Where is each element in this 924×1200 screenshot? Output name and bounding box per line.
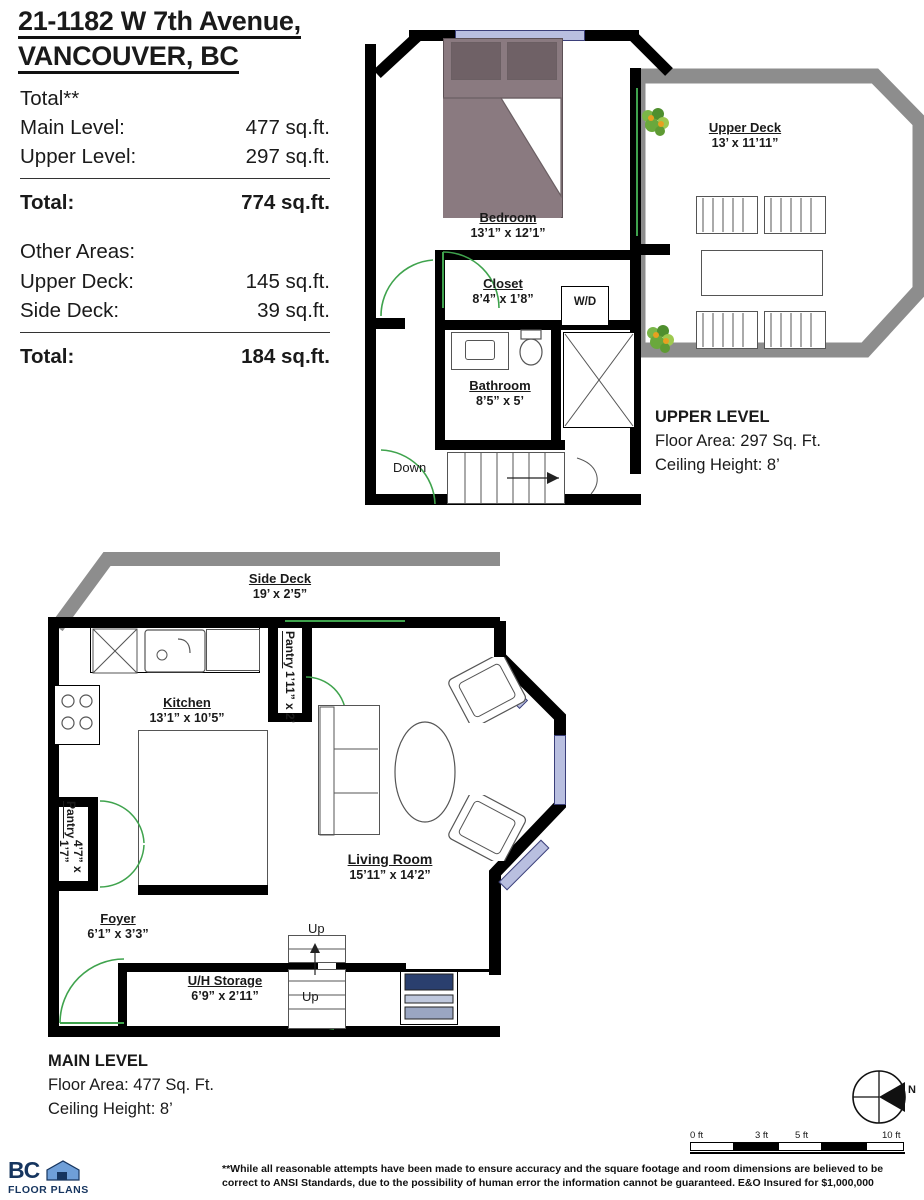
scale-tick-2: 5 ft (795, 1130, 809, 1141)
armchair-1 (448, 657, 528, 723)
stair-curve-detail (573, 456, 609, 496)
summary-value-side-deck: 39 sq.ft. (257, 298, 330, 322)
summary-divider-1 (20, 178, 330, 179)
stair-label-up-2: Up (302, 989, 319, 1004)
summary-row-main (20, 113, 330, 142)
staircase-down-treads (447, 452, 565, 504)
kitchen-sink-icon (144, 629, 206, 673)
summary-value-upper: 297 sq.ft. (245, 145, 330, 169)
disclaimer-text: **While all reasonable attempts have been made to ensure accuracy and the square footage and room dimensions are believed to be correct to ANSI Standards, due to the possibility of human error the information cannot be guaranteed. E&O Insured for $1,000,000 (222, 1163, 884, 1190)
summary-label-main: Main Level: (20, 116, 125, 140)
summary-row-upper-deck (20, 267, 330, 296)
dishwasher-icon (92, 628, 138, 674)
summary-row-total (20, 188, 330, 217)
door-pantry-lower (98, 799, 152, 891)
stove-burners (54, 685, 100, 745)
main-level-caption (48, 1050, 214, 1122)
compass-rose (850, 1068, 916, 1126)
door-bathroom (377, 448, 443, 514)
room-label-storage: U/H Storage 6’9” x 2’11” (187, 973, 263, 1003)
scale-bar-rule (690, 1152, 905, 1154)
toilet-icon (515, 328, 549, 370)
logo-floorplans-text: FLOOR PLANS (8, 1184, 89, 1196)
washer-dryer-label: W/D (573, 296, 597, 308)
page-title-line1: 21-1182 W 7th Avenue, (18, 6, 301, 39)
door-hall (377, 256, 437, 326)
upper-level-caption-title: UPPER LEVEL (655, 408, 770, 426)
kitchen-counter-seg (206, 629, 260, 671)
scale-tick-1: 3 ft (755, 1130, 769, 1141)
room-label-side-deck: Side Deck 19’ x 2’5” (248, 571, 312, 601)
room-label-bathroom: Bathroom 8’5” x 5’ (469, 378, 531, 408)
main-level-caption-area: Floor Area: 477 Sq. Ft. (48, 1075, 214, 1094)
summary-total-label: Total: (20, 191, 75, 215)
summary-other-total-label: Total: (20, 344, 75, 368)
scale-bar-labels (690, 1130, 905, 1142)
kitchen-island (138, 730, 268, 890)
main-level-caption-title: MAIN LEVEL (48, 1052, 148, 1070)
summary-other-heading-row (20, 237, 330, 266)
room-label-closet: Closet 8’4” x 1’8” (472, 276, 534, 306)
scale-tick-0: 0 ft (690, 1130, 704, 1141)
pillow-2 (507, 42, 557, 80)
summary-other-heading: Other Areas: (20, 240, 136, 264)
summary-other-total-value: 184 sq.ft. (241, 344, 330, 368)
scale-bar (690, 1130, 905, 1154)
room-label-bedroom: Bedroom 13’1” x 12’1” (470, 210, 546, 240)
page-title-line2: VANCOUVER, BC (18, 41, 239, 74)
scale-tick-3: 10 ft (882, 1130, 901, 1141)
appliance-detail (400, 969, 458, 1025)
shower-cross (563, 332, 635, 428)
deck-chair-2 (764, 196, 826, 234)
house-icon (43, 1158, 85, 1184)
bed-blanket (441, 76, 565, 220)
summary-row-side-deck (20, 296, 330, 325)
summary-label-upper-deck: Upper Deck: (20, 269, 134, 293)
area-summary (20, 84, 330, 371)
summary-row-other-total (20, 342, 330, 371)
plant-icon-2 (643, 323, 677, 357)
slider-door-deck (636, 88, 638, 236)
wall-upper-left (365, 44, 376, 504)
summary-label-upper: Upper Level: (20, 145, 137, 169)
summary-row-upper (20, 142, 330, 171)
room-label-upper-deck: Upper Deck 13’ x 11’11” (708, 120, 782, 150)
upper-level-plan (355, 28, 915, 498)
logo-bc-text: BC (8, 1157, 40, 1183)
main-level-plan (40, 545, 600, 1118)
main-level-caption-ceiling: Ceiling Height: 8’ (48, 1099, 173, 1118)
compass-north-label: N (908, 1084, 916, 1096)
deck-table (701, 250, 823, 296)
scale-bar-ticks (690, 1142, 905, 1151)
room-label-foyer: Foyer 6’1” x 3’3” (87, 911, 149, 941)
summary-total-value: 774 sq.ft. (241, 191, 330, 215)
pillow-1 (451, 42, 501, 80)
sofa-detail (318, 705, 384, 837)
upper-level-caption-ceiling: Ceiling Height: 8’ (655, 455, 780, 474)
summary-heading: Total** (20, 87, 80, 110)
wall-appliance-top (372, 969, 498, 972)
deck-chair-1 (696, 196, 758, 234)
deck-chair-4 (764, 311, 826, 349)
upper-level-caption-area: Floor Area: 297 Sq. Ft. (655, 431, 821, 450)
deck-chair-3 (696, 311, 758, 349)
window-side-deck-door (285, 620, 405, 622)
room-label-pantry-lower: Pantry 4’7” x 1’7” (57, 801, 85, 874)
stair-arrow-up (302, 941, 328, 981)
summary-label-side-deck: Side Deck: (20, 298, 120, 322)
summary-value-upper-deck: 145 sq.ft. (245, 269, 330, 293)
room-label-living: Living Room 15’11” x 14’2” (347, 851, 433, 883)
stair-label-up-1: Up (308, 921, 325, 936)
brand-logo (8, 1157, 118, 1196)
room-label-pantry-upper: Pantry 1’11” x 2’ (283, 631, 297, 723)
island-edge (138, 885, 268, 895)
wall-bath-bottom (435, 440, 565, 450)
summary-heading-row (20, 84, 330, 113)
upper-level-caption (655, 406, 821, 478)
bathroom-sink (465, 340, 495, 360)
summary-value-main: 477 sq.ft. (245, 116, 330, 140)
summary-divider-2 (20, 332, 330, 333)
stair-label-down: Down (393, 460, 427, 475)
window-bay-2 (554, 735, 566, 805)
door-entry (58, 957, 138, 1037)
page-title (18, 4, 398, 73)
room-label-kitchen: Kitchen 13’1” x 10’5” (149, 695, 225, 725)
